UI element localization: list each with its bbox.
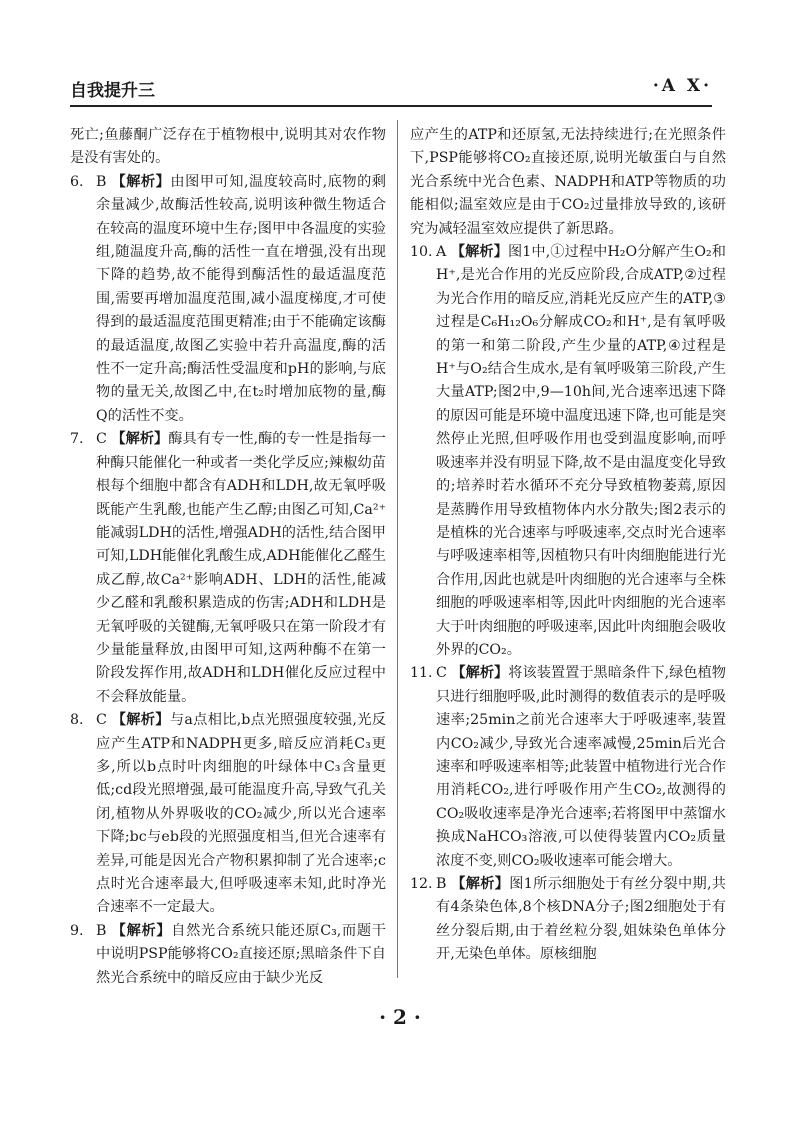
- header-rule: [70, 105, 712, 107]
- answer-item-11: [410, 662, 726, 873]
- page-header: [70, 76, 712, 102]
- answer-item-7: [70, 428, 386, 709]
- header-mark: ·A X·: [652, 76, 712, 96]
- item-number: 10.: [410, 244, 433, 261]
- item-number: 8.: [70, 712, 84, 729]
- item-answer: B: [96, 922, 107, 939]
- item-text: 图1中,①过程中H₂O分解产生O₂和H⁺,是光合作用的光反应阶段,合成ATP,②过程为光合作用的暗反应,消耗光反应产生的ATP,③过程是C₆H₁₂O₆分解成CO₂和H⁺,是有氧呼吸的第一和第二阶段,产生少量的ATP,④过程是H⁺与O₂结合生成水,是有氧呼吸第三阶段,产生大量ATP;图2中,9—10h间,光合速率迅速下降的原因可能是环境中温度迅速下降,也可能是突然停止光照,但呼吸作用也受到温度影响,而呼吸速率并没有明显下降,故不是由温度变化导致的;培养时若水循环不充分导致植物萎蔫,原因是蒸腾作用导致植物体内水分散失;图2表示的是植株的光合速率与呼吸速率,交点时光合速率与呼吸速率相等,因植物只有叶肉细胞能进行光合作用,因此也就是叶肉细胞的光合速率与全株细胞的呼吸速率相等,因此叶肉细胞的光合速率大于叶肉细胞的呼吸速率,因此叶肉细胞会吸收外界的CO₂。: [436, 244, 726, 658]
- item-number: 11.: [410, 665, 433, 682]
- header-title: 自我提升三: [70, 81, 155, 101]
- item-number: 6.: [70, 173, 84, 190]
- analysis-tag: 【解析】: [111, 431, 169, 448]
- analysis-tag: 【解析】: [451, 665, 509, 682]
- item-text: 将该装置置于黑暗条件下,绿色植物只进行细胞呼吸,此时测得的数值表示的是呼吸速率;25min之前光合速率大于呼吸速率,装置内CO₂减少,导致光合速率减慢,25min后光合速率和呼吸速率相等;此装置中植物进行光合作用消耗CO₂,进行呼吸作用产生CO₂,故测得的CO₂吸收速率是净光合速率;若将图甲中蒸馏水换成NaHCO₃溶液,可以使得装置内CO₂质量浓度不变,则CO₂吸收速率可能会增大。: [436, 665, 726, 869]
- item-answer: B: [436, 876, 447, 892]
- item-text: 与a点相比,b点光照强度较强,光反应产生ATP和NADPH更多,暗反应消耗C₃更多,所以b点时叶肉细胞的叶绿体中C₃含量更低;cd段光照增强,最可能温度升高,导致气孔关闭,植物从外界吸收的CO₂减少,所以光合速率下降;bc与eb段的光照强度相当,但光合速率有差异,可能是因光合产物积累抑制了光合速率;c点时光合速率最大,但呼吸速率未知,此时净光合速率不一定最大。: [96, 712, 386, 916]
- left-column: [70, 124, 386, 990]
- analysis-tag: 【解析】: [111, 173, 171, 190]
- item-answer: A: [436, 244, 447, 261]
- item-text: 自然光合系统只能还原C₃,而题干中说明PSP能够将CO₂直接还原;黑暗条件下自然光合系统中的暗反应由于缺少光反: [96, 922, 386, 986]
- answer-item-8: [70, 709, 386, 920]
- analysis-tag: 【解析】: [111, 922, 172, 939]
- right-continuation-text: 应产生的ATP和还原氢,无法持续进行;在光照条件下,PSP能够将CO₂直接还原,说明光敏蛋白与自然光合系统中光合色素、NADPH和ATP等物质的功能相似;温室效应是由于CO₂过量排放导致的,该研究为减轻温室效应提供了新思路。: [410, 127, 726, 237]
- item-answer: C: [96, 431, 107, 448]
- item-answer: B: [96, 173, 107, 190]
- analysis-tag: 【解析】: [111, 712, 170, 729]
- item-text: 图1所示细胞处于有丝分裂中期,共有4条染色体,8个核DNA分子;图2细胞处于有丝分裂后期,由于着丝粒分裂,姐妹染色单体分开,无染色单体。原核细胞: [436, 876, 726, 963]
- analysis-tag: 【解析】: [450, 244, 508, 261]
- analysis-tag: 【解析】: [451, 876, 510, 892]
- answer-item-10: [410, 241, 726, 662]
- answer-item-12: [410, 873, 726, 967]
- left-continuation-text: 死亡;鱼藤酮广泛存在于植物根中,说明其对农作物是没有害处的。: [70, 127, 386, 167]
- answer-item-6: [70, 171, 386, 428]
- item-number: 7.: [70, 431, 84, 448]
- answer-item-9: [70, 920, 386, 990]
- item-text: 由图甲可知,温度较高时,底物的剩余量减少,故酶活性较高,说明该种微生物适合在较高的温度环境中生存;图甲中各温度的实验组,随温度升高,酶的活性一直在增强,没有出现下降的趋势,故不能得到酶活性的最适温度范围,需要再增加温度范围,减小温度梯度,才可使得到的最适温度范围更精准;由于不能确定该酶的最适温度,故图乙实验中若升高温度,酶的活性不一定升高;酶活性受温度和pH的影响,与底物的量无关,故图乙中,在t₂时增加底物的量,酶Q的活性不变。: [96, 173, 386, 424]
- item-text: 酶具有专一性,酶的专一性是指每一种酶只能催化一种或者一类化学反应;辣椒幼苗根每个细胞中都含有ADH和LDH,故无氧呼吸既能产生乳酸,也能产生乙醇;由图乙可知,Ca²⁺能减弱LDH的活性,增强ADH的活性,结合图甲可知,LDH能催化乳酸生成,ADH能催化乙醛生成乙醇,故Ca²⁺影响ADH、LDH的活性,能减少乙醛和乳酸积累造成的伤害;ADH和LDH是无氧呼吸的关键酶,无氧呼吸只在第一阶段才有少量能量释放,由图甲可知,这两种酶不在第一阶段发挥作用,故ADH和LDH催化反应过程中不会释放能量。: [96, 431, 386, 705]
- item-answer: C: [436, 665, 447, 682]
- right-column: [410, 124, 726, 967]
- column-divider: [397, 120, 398, 978]
- page-number: · 2 ·: [379, 1005, 421, 1029]
- item-number: 9.: [70, 922, 84, 939]
- item-answer: C: [96, 712, 107, 729]
- item-number: 12.: [410, 876, 433, 892]
